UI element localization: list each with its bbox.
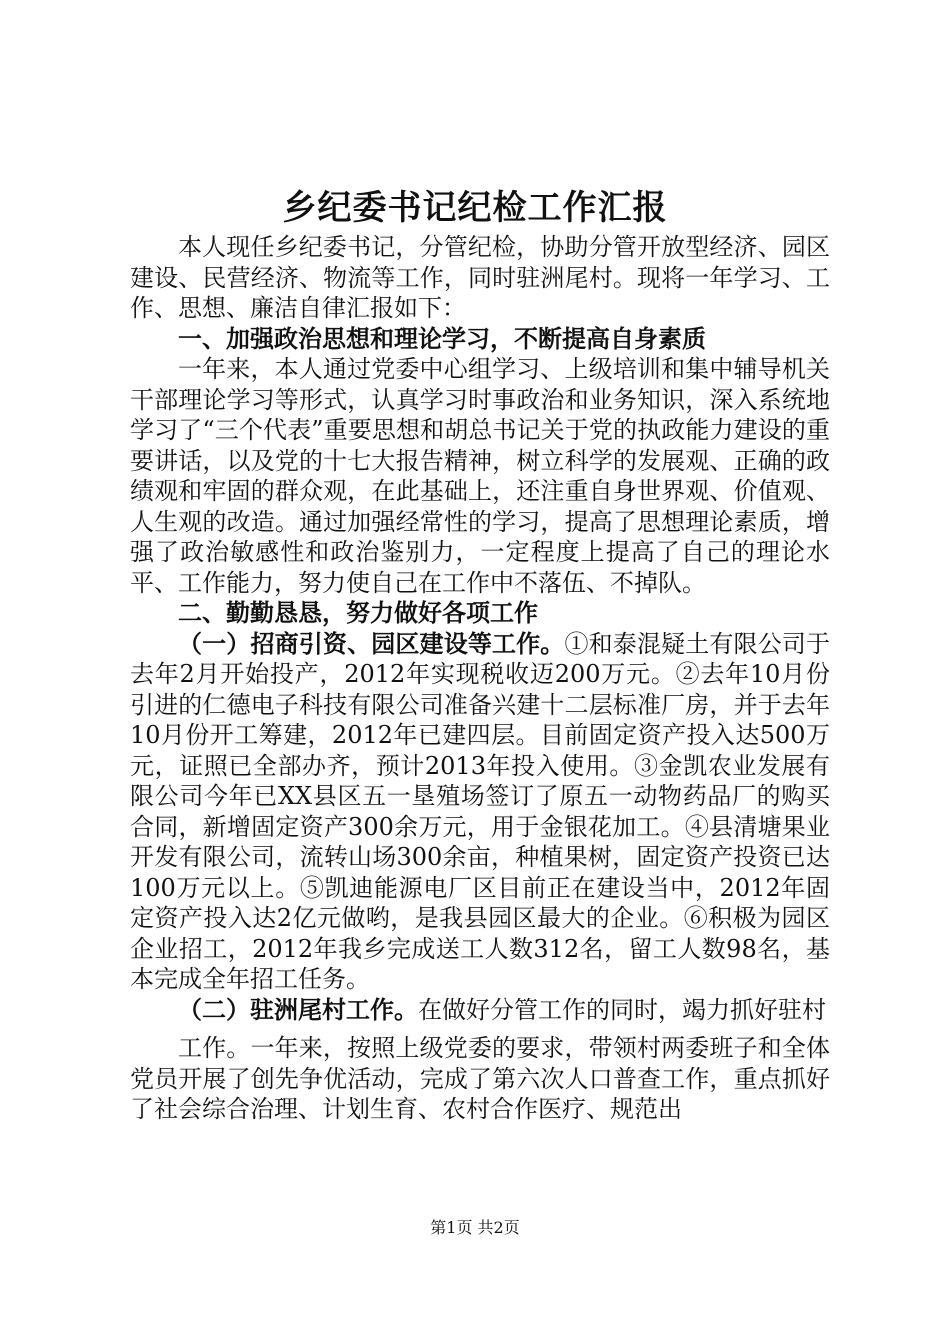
subsection-1-heading: （一）招商引资、园区建设等工作。 [178,628,565,658]
document-body [130,232,830,1125]
subsection-1-body: ①和泰混疑土有限公司于去年2月开始投产，2012年实现税收迈200万元。②去年10月份引进的仁德电子科技有限公司准备兴建十二层标准厂房，并于去年10月份开工筹建，2012年已建四层。目前固定资产投入达500万元，证照已全部办齐，预计2013年投入使用。③金凯农业发展有限公司今年已XX县区五一垦殖场签订了原五一动物药品厂的购买合同，新增固定资产300余万元，用于金银花加工。④县清塘果业开发有限公司，流转山场300余亩，种植果树，固定资产投资已达100万元以上。⑤凯迪能源电厂区目前正在建设当中，2012年固定资产投入达2亿元做哟，是我县园区最大的企业。⑥积极为园区企业招工，2012年我乡完成送工人数312名，留工人数98名，基本完成全年招工任务。 [130,629,831,993]
page-footer: 第1页 共2页 [430,1218,520,1237]
section-1-paragraph: 一年来，本人通过党委中心组学习、上级培训和集中辅导机关干部理论学习等形式，认真学习时事政治和业务知识，深入系统地学习了“三个代表”重要思想和胡总书记关于党的执政能力建设的重要讲话，以及党的十七大报告精神，树立科学的发展观、正确的政绩观和牢固的群众观，在此基础上，还注重自身世界观、价值观、人生观的改造。通过加强经常性的学习，提高了思想理论素质，增强了政治敏感性和政治鉴别力，一定程度上提高了自己的理论水平、工作能力，努力使自己在工作中不落伍、不掉队。 [130,355,830,597]
subsection-2-continuation: 工作。一年来，按照上级党委的要求，带领村两委班子和全体党员开展了创先争优活动，完成了第六次人口普查工作，重点抓好了社会综合治理、计划生育、农村合作医疗、规范出 [130,1034,830,1123]
section-heading-1: 一、加强政治思想和理论学习，不断提高自身素质 [178,323,706,353]
subsection-2-heading: （二）驻洲尾村工作。 [178,994,418,1024]
intro-paragraph: 本人现任乡纪委书记，分管纪检，协助分管开放型经济、园区建设、民营经济、物流等工作，同时驻洲尾村。现将一年学习、工作、思想、廉洁自律汇报如下： [130,233,830,322]
document-title: 乡纪委书记纪检工作汇报 [282,188,668,228]
subsection-1-paragraph [130,629,830,995]
section-heading-2: 二、勤勤恳恳，努力做好各项工作 [178,598,538,627]
subsection-2-body: 在做好分管工作的同时，竭力抓好驻村 [418,995,826,1024]
subsection-2-paragraph [130,995,830,1026]
